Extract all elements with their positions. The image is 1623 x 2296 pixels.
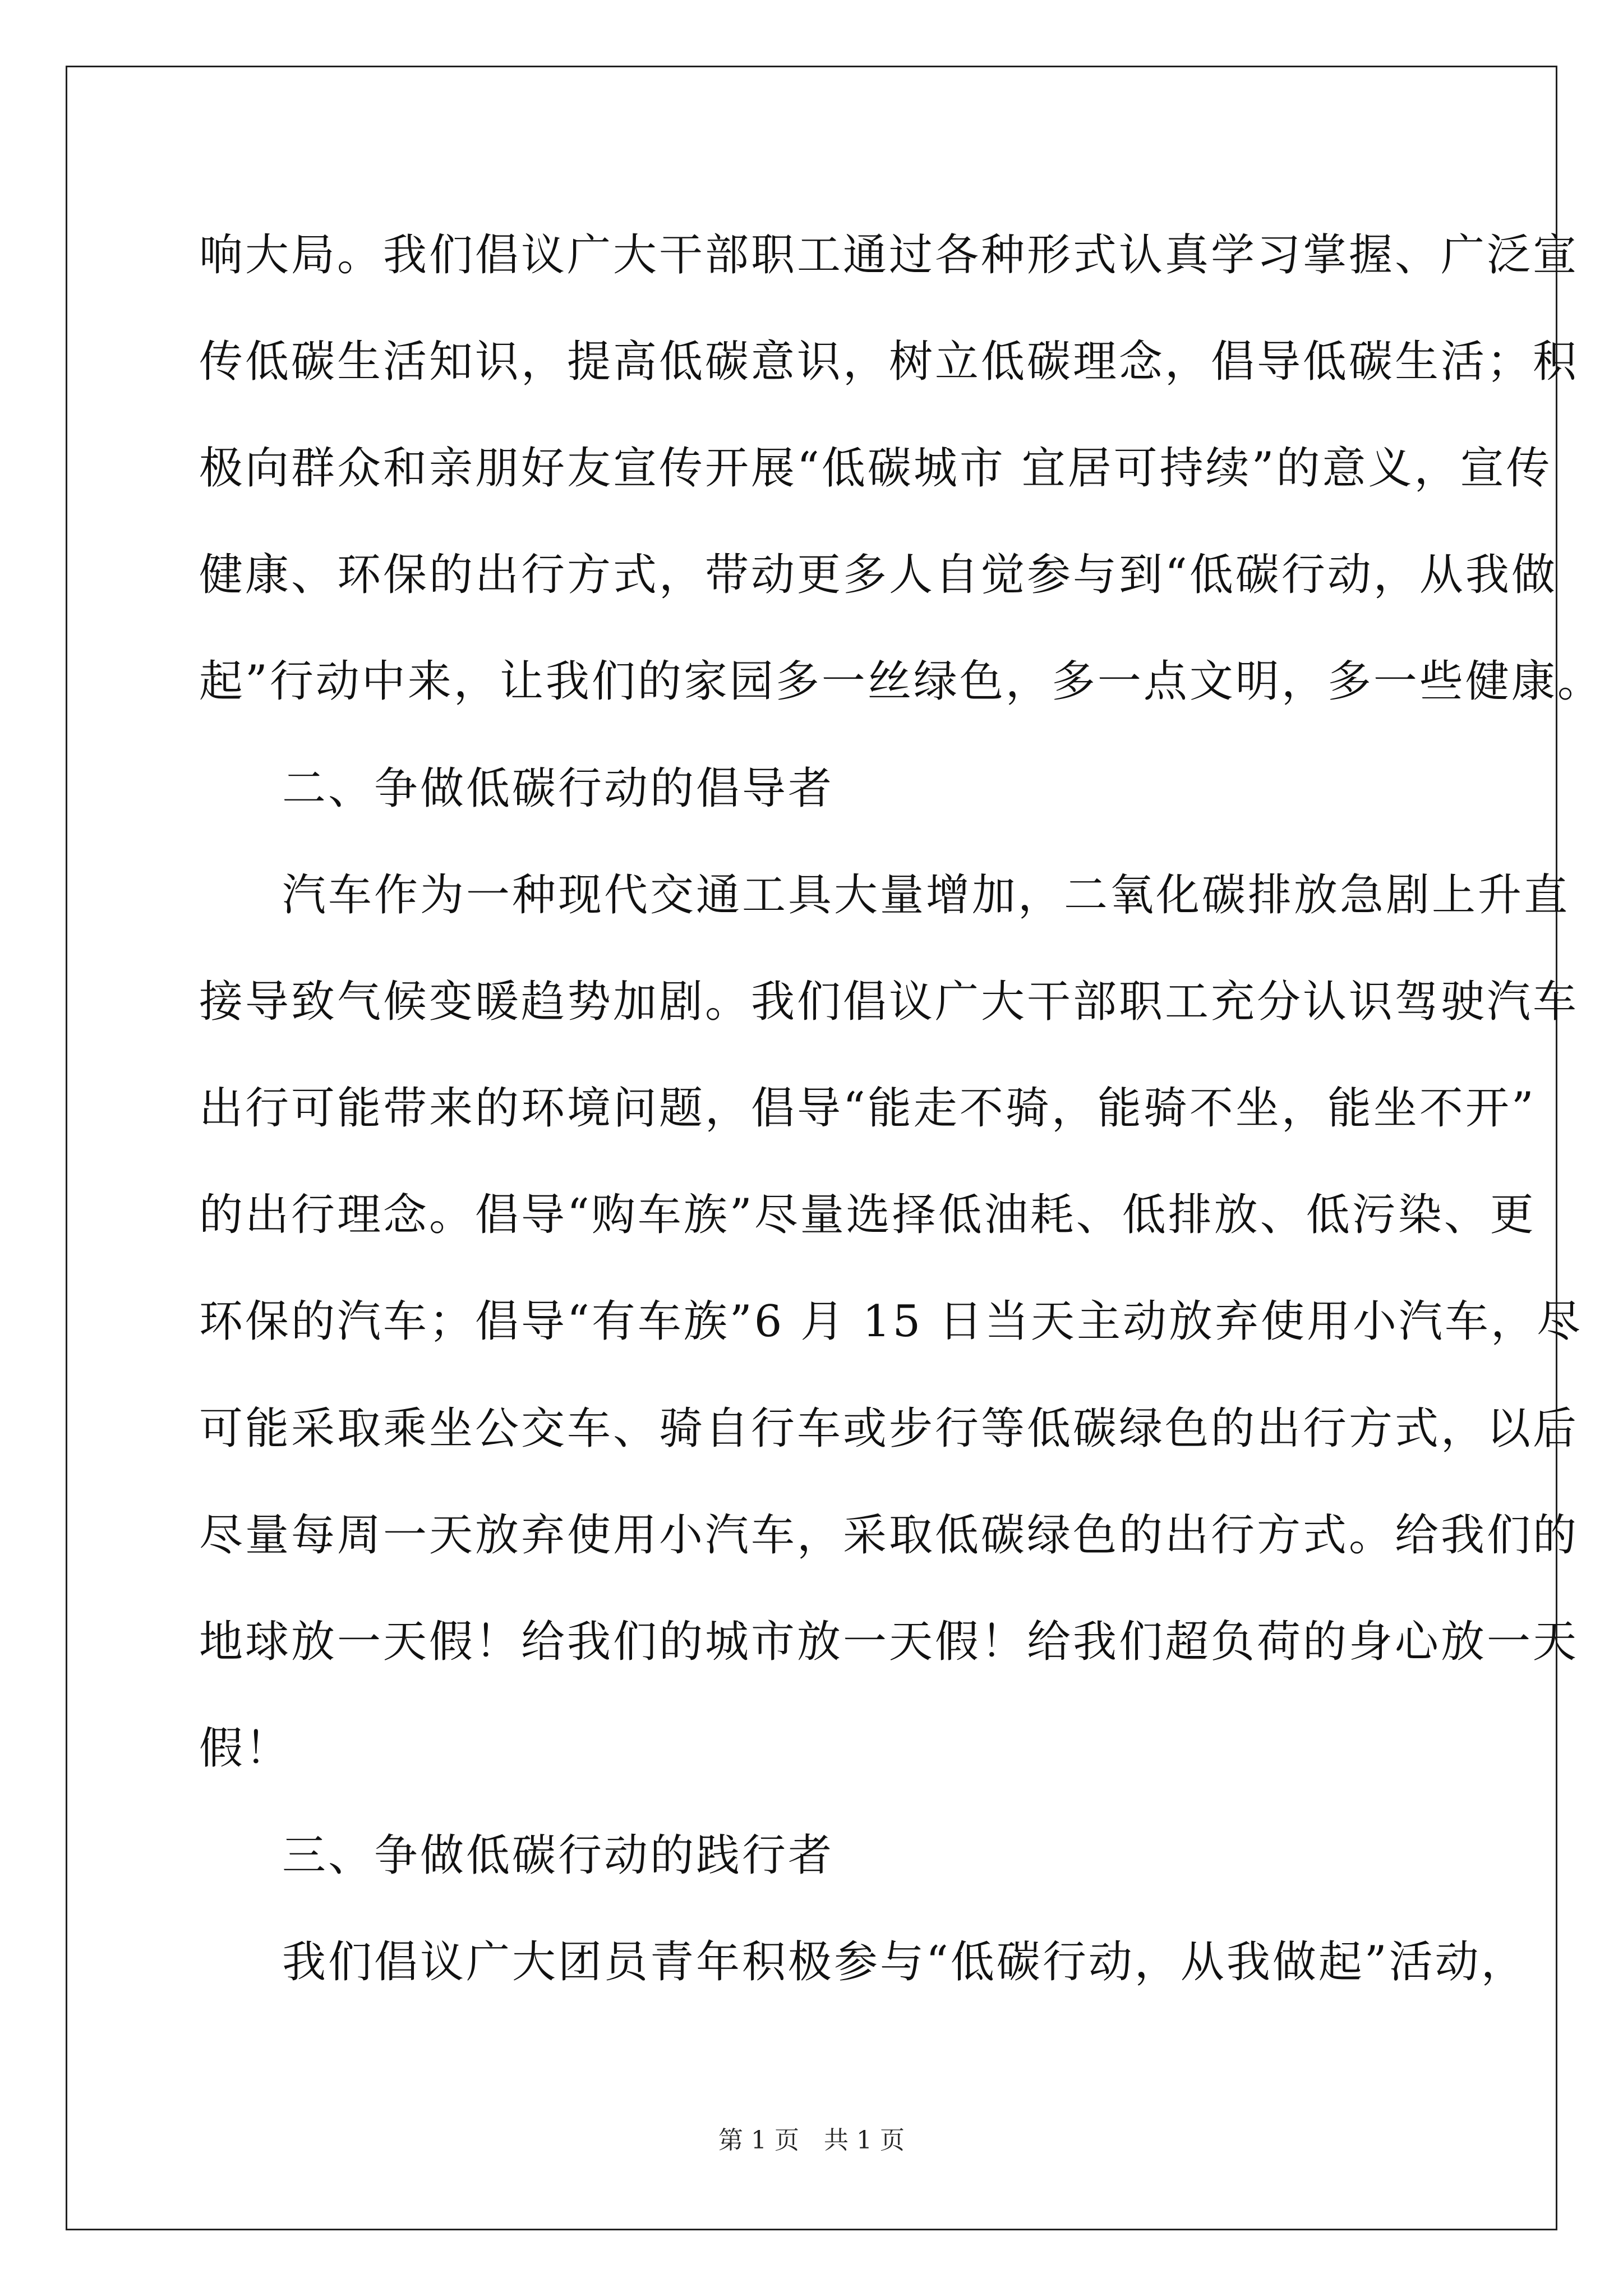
- text-line: 假！: [199, 1723, 292, 1774]
- page-border: [66, 66, 1603, 2230]
- text-line: 起”行动中来，让我们的家园多一丝绿色，多一点文明，多一些健康。: [199, 656, 1603, 707]
- text-line: 环保的汽车；倡导“有车族”6 月 15 日当天主动放弃使用小汽车，尽: [199, 1296, 1583, 1347]
- text-line: 出行可能带来的环境问题，倡导“能走不骑，能骑不坐，能坐不开”: [199, 1083, 1536, 1134]
- text-line: 地球放一天假！给我们的城市放一天假！给我们超负荷的身心放一天: [199, 1617, 1579, 1667]
- section-heading: 三、争做低碳行动的践行者: [282, 1830, 834, 1881]
- text-line: 汽车作为一种现代交通工具大量增加，二氧化碳排放急剧上升直: [282, 870, 1570, 921]
- text-line: 接导致气候变暖趋势加剧。我们倡议广大干部职工充分认识驾驶汽车: [199, 977, 1579, 1027]
- text-line: 极向群众和亲朋好友宣传开展“低碳城市 宜居可持续”的意义，宣传: [199, 443, 1552, 494]
- text-line: 的出行理念。倡导“购车族”尽量选择低油耗、低排放、低污染、更: [199, 1190, 1536, 1240]
- text-line: 响大局。我们倡议广大干部职工通过各种形式认真学习掌握、广泛宣: [199, 230, 1579, 280]
- text-line: 尽量每周一天放弃使用小汽车，采取低碳绿色的出行方式。给我们的: [199, 1510, 1579, 1561]
- text-line: 我们倡议广大团员青年积极参与“低碳行动，从我做起”活动，: [282, 1937, 1527, 1987]
- section-heading: 二、争做低碳行动的倡导者: [282, 763, 834, 814]
- page-number-footer: 第 1 页 共 1 页: [718, 2126, 905, 2155]
- text-line: 传低碳生活知识，提高低碳意识，树立低碳理念，倡导低碳生活；积: [199, 337, 1579, 387]
- text-line: 健康、环保的出行方式，带动更多人自觉参与到“低碳行动，从我做: [199, 550, 1557, 600]
- text-line: 可能采取乘坐公交车、骑自行车或步行等低碳绿色的出行方式，以后: [199, 1404, 1579, 1454]
